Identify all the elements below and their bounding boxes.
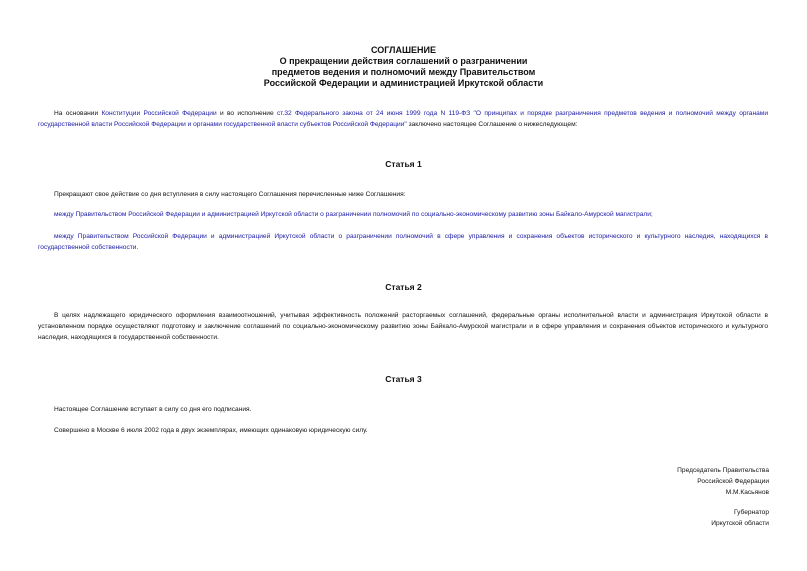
preamble-text: На основании bbox=[54, 110, 102, 117]
preamble-text: и во исполнение bbox=[216, 110, 277, 117]
article-1-intro: Прекращают свое действие со дня вступления в силу настоящего Соглашения перечисленные ниже Соглашения: bbox=[54, 191, 406, 198]
article-1-heading: Статья 1 bbox=[385, 159, 422, 169]
document-subtitle-line-2: предметов ведения и полномочий между Правительством bbox=[271, 67, 536, 77]
signature-title: Иркутской области bbox=[711, 520, 769, 527]
agreement-heritage-link[interactable]: между Правительством Российской Федерации и администрацией Иркутской области о разграничении полномочий в сфере управления и сохранения объектов исторического и культурного наследия, находящихся в государственной собственности. bbox=[38, 233, 768, 251]
agreement-bam-link[interactable]: между Правительством Российской Федерации и администрацией Иркутской области о разграничении полномочий по социально-экономическому развитию зоны Байкало-Амурской магистрали; bbox=[54, 211, 653, 218]
article-1-item-2 bbox=[38, 231, 768, 253]
federal-law-link[interactable]: ст.32 Федерального закона от 24 июня 1999 года N 119-ФЗ "О принципах и порядке разграничения предметов ведения и полномочий между органами государственной власти Российской Федерации и органами государственной власти субъектов Российской Федерации" bbox=[38, 110, 768, 128]
preamble-paragraph bbox=[38, 108, 768, 130]
document-subtitle-line-3: Российской Федерации и администрацией Иркутской области bbox=[263, 78, 544, 88]
signature-name: М.М.Касьянов bbox=[725, 489, 769, 496]
signature-title: Председатель Правительства bbox=[677, 467, 769, 474]
signature-block-government bbox=[549, 465, 769, 498]
preamble-text: заключено настоящее Соглашение о нижеследующем: bbox=[406, 121, 578, 128]
constitution-link[interactable]: Конституции Российской Федерации bbox=[101, 110, 217, 117]
article-2-text: В целях надлежащего юридического оформления взаимоотношений, учитывая эффективность положений расторгаемых соглашений, федеральные органы исполнительной власти и администрация Иркутской области в установленном порядке осуществляют подготовку и заключение соглашений по социально-экономическому развитию зоны Байкало-Амурской магистрали и в сфере управления и сохранения объектов исторического и культурного наследия, находящихся в государственной собственности. bbox=[38, 312, 768, 341]
article-1-item-1 bbox=[38, 209, 768, 220]
article-3-text: Настоящее Соглашение вступает в силу со дня его подписания. bbox=[54, 406, 252, 413]
document-title-block bbox=[0, 45, 807, 89]
signature-block-governor bbox=[549, 507, 769, 529]
article-2-heading: Статья 2 bbox=[385, 282, 422, 292]
signature-title: Губернатор bbox=[734, 509, 769, 516]
article-3-heading: Статья 3 bbox=[385, 374, 422, 384]
document-signing-note: Совершено в Москве 6 июля 2002 года в двух экземплярах, имеющих одинаковую юридическую силу. bbox=[54, 427, 368, 434]
document-title: СОГЛАШЕНИЕ bbox=[371, 45, 436, 55]
signature-title: Российской Федерации bbox=[697, 478, 769, 485]
document-subtitle-line-1: О прекращении действия соглашений о разграничении bbox=[279, 56, 528, 66]
